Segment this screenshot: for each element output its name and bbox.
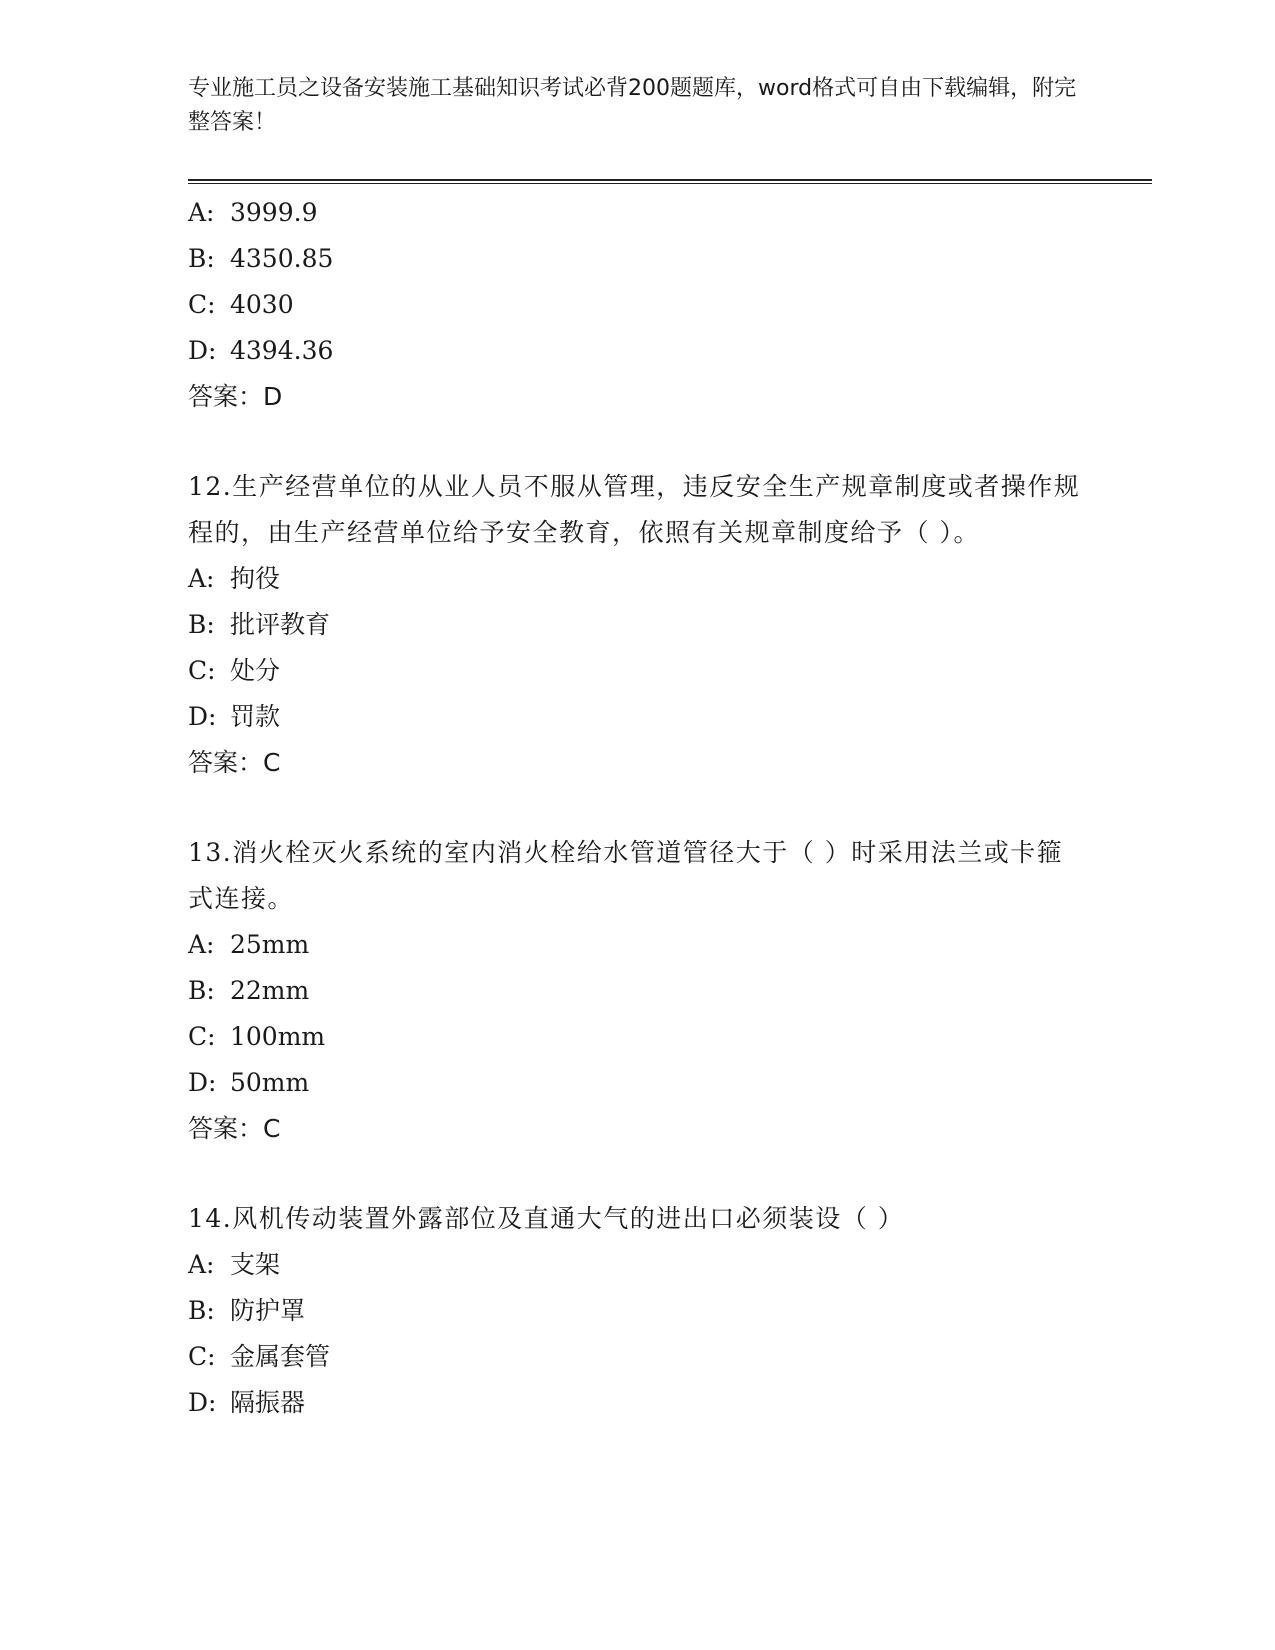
option-a: A: 25mm	[188, 930, 310, 959]
option-a: A: 拘役	[188, 564, 281, 593]
question-14	[188, 1196, 1088, 1426]
question-13	[188, 830, 1088, 1152]
answer-line: 答案：C	[188, 1114, 281, 1143]
option-c: C: 100mm	[188, 1022, 326, 1051]
option-b: B: 防护罩	[188, 1296, 306, 1325]
option-a: A: 支架	[188, 1250, 281, 1279]
header-divider	[188, 179, 1152, 184]
option-d: D: 罚款	[188, 702, 281, 731]
answer-line: 答案：C	[188, 748, 281, 777]
answer-line: 答案：D	[188, 382, 283, 411]
question-text: 14.风机传动装置外露部位及直通大气的进出口必须装设（ ）	[188, 1204, 905, 1233]
question-11	[188, 190, 1088, 420]
option-c: C: 金属套管	[188, 1342, 331, 1371]
option-b: B: 4350.85	[188, 244, 334, 273]
option-d: D: 4394.36	[188, 336, 334, 365]
option-d: D: 隔振器	[188, 1388, 306, 1417]
option-b: B: 批评教育	[188, 610, 331, 639]
option-b: B: 22mm	[188, 976, 310, 1005]
page-header: 专业施工员之设备安装施工基础知识考试必背200题题库，word格式可自由下载编辑，附完整答案！	[188, 76, 1077, 135]
option-a: A: 3999.9	[188, 198, 318, 227]
option-c: C: 处分	[188, 656, 281, 685]
option-d: D: 50mm	[188, 1068, 310, 1097]
question-text: 12.生产经营单位的从业人员不服从管理，违反安全生产规章制度或者操作规程的，由生产经营单位给予安全教育，依照有关规章制度给予（ ）。	[188, 472, 1081, 547]
question-12	[188, 464, 1088, 786]
option-c: C: 4030	[188, 290, 294, 319]
question-text: 13.消火栓灭火系统的室内消火栓给水管道管径大于（ ）时采用法兰或卡箍式连接。	[188, 838, 1064, 913]
question-content	[188, 190, 1088, 1426]
